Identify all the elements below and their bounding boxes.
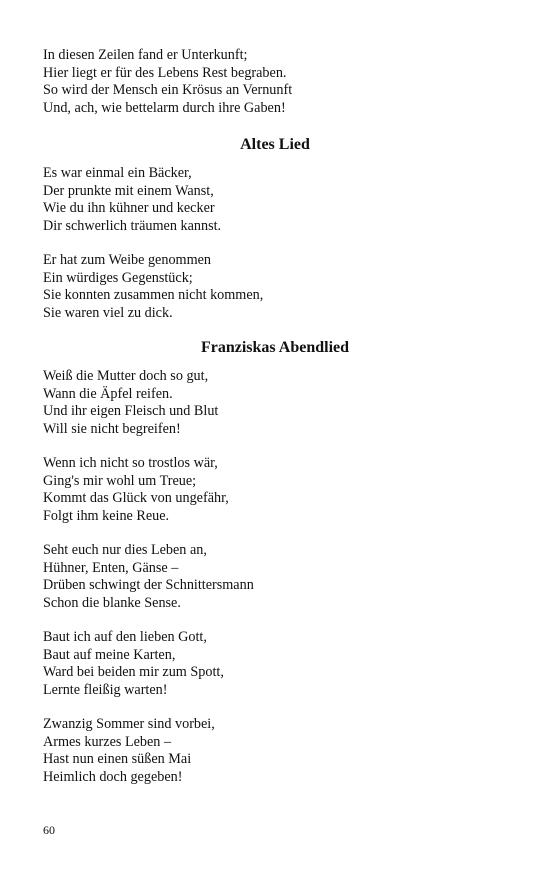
verse-line: Hier liegt er für des Lebens Rest begraben. [43, 64, 287, 81]
verse-line: Kommt das Glück von ungefähr, [43, 490, 229, 506]
stanza [43, 252, 507, 322]
verse-line: Der prunkte mit einem Wanst, [43, 182, 214, 199]
stanza [43, 455, 507, 525]
verse-line: Wenn ich nicht so trostlos wär, [43, 455, 218, 471]
verse-line: Ward bei beiden mir zum Spott, [43, 664, 224, 680]
page-number: 60 [43, 823, 55, 837]
verse-line: Ein würdiges Gegenstück; [43, 269, 193, 286]
verse-line: Ging's mir wohl um Treue; [43, 472, 197, 489]
verse-line: Sie waren viel zu dick. [43, 304, 173, 321]
verse-line: Wie du ihn kühner und kecker [43, 200, 215, 216]
poem-title: Altes Lied [240, 136, 310, 153]
poem-continuation [43, 47, 507, 117]
verse-line: Und ihr eigen Fleisch und Blut [43, 403, 219, 419]
verse-line: Hast nun einen süßen Mai [43, 751, 192, 767]
stanza [43, 629, 507, 699]
verse-line: In diesen Zeilen fand er Unterkunft; [43, 47, 248, 63]
verse-line: Baut ich auf den lieben Gott, [43, 629, 207, 645]
page-body [43, 47, 507, 786]
verse-line: Baut auf meine Karten, [43, 646, 176, 663]
verse-line: Folgt ihm keine Reue. [43, 507, 170, 524]
verse-line: Heimlich doch gegeben! [43, 768, 183, 785]
verse-line: Weiß die Mutter doch so gut, [43, 368, 209, 384]
verse-line: Hühner, Enten, Gänse – [43, 559, 179, 576]
verse-line: Schon die blanke Sense. [43, 594, 181, 611]
poem-title: Franziskas Abendlied [200, 339, 350, 356]
stanza [43, 716, 507, 786]
verse-line: Es war einmal ein Bäcker, [43, 165, 192, 181]
stanza [43, 368, 507, 438]
verse-line: Zwanzig Sommer sind vorbei, [43, 716, 215, 732]
verse-line: Drüben schwingt der Schnittersmann [43, 577, 254, 593]
verse-line: So wird der Mensch ein Krösus an Vernunft [43, 82, 293, 98]
verse-line: Sie konnten zusammen nicht kommen, [43, 287, 264, 303]
stanza [43, 47, 507, 117]
verse-line: Und, ach, wie bettelarm durch ihre Gaben! [43, 99, 286, 116]
verse-line: Will sie nicht begreifen! [43, 420, 181, 437]
verse-line: Dir schwerlich träumen kannst. [43, 217, 222, 234]
stanza [43, 165, 507, 235]
verse-line: Wann die Äpfel reifen. [43, 385, 173, 402]
verse-line: Lernte fleißig warten! [43, 681, 168, 698]
poem-altes-lied [43, 135, 507, 322]
poem-franziskas-abendlied [43, 338, 507, 786]
verse-line: Armes kurzes Leben – [43, 733, 172, 750]
verse-line: Seht euch nur dies Leben an, [43, 542, 207, 558]
stanza [43, 542, 507, 612]
verse-line: Er hat zum Weibe genommen [43, 252, 212, 268]
